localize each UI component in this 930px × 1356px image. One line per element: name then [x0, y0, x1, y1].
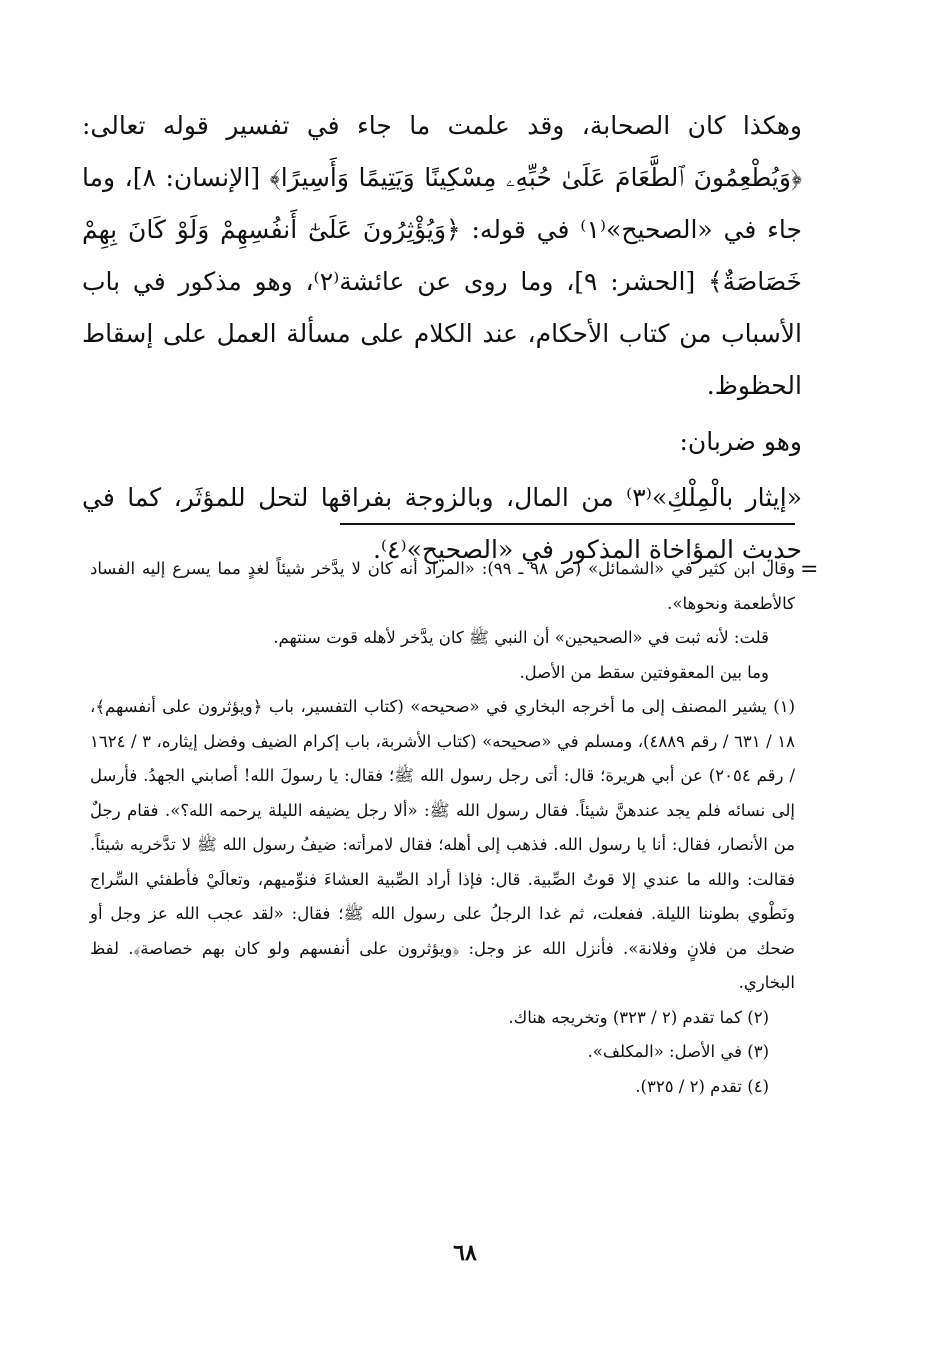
footnote-2: (٢) كما تقدم (٢ / ٣٢٣) وتخريجه هناك.: [508, 1007, 769, 1027]
footnote-3: (٣) في الأصل: «المكلف».: [587, 1042, 769, 1061]
page-number: ٦٨: [453, 1240, 477, 1266]
footnote-divider: [340, 523, 795, 525]
paragraph-2: وهو ضربان:: [679, 427, 802, 456]
footnotes: [90, 552, 795, 1104]
footnote-continuation-2: قلت: لأنه ثبت في «الصحيحين» أن النبي ﷺ كان يدَّخر لأهله قوت سنتهم.: [273, 628, 769, 647]
footnote-4: (٤) تقدم (٢ / ٣٢٥).: [635, 1076, 769, 1096]
footnote-continuation-3: وما بين المعقوفتين سقط من الأصل.: [519, 662, 769, 682]
footnote-continuation-1: وقال ابن كثير في «الشمائل» (ص ٩٨ ـ ٩٩): «المراد أنه كان لا يدَّخر شيئاً لغدٍ مما يسرع إليه الفساد كالأطعمة ونحوها».: [90, 559, 796, 613]
paragraph-1: وهكذا كان الصحابة، وقد علمت ما جاء في تفسير قوله تعالى: ﴿وَيُطْعِمُونَ ٱلطَّعَامَ عَلَىٰ حُبِّهِۦ مِسْكِينًا وَيَتِيمًا وَأَسِيرًا﴾ [الإنسان: ٨]، وما جاء في «الصحيح»⁽١⁾ في قوله: ﴿وَيُؤْثِرُونَ عَلَىٰٓ أَنفُسِهِمْ وَلَوْ كَانَ بِهِمْ خَصَاصَةٌ﴾ [الحشر: ٩]، وما روى عن عائشة⁽٢⁾، وهو مذكور في باب الأسباب من كتاب الأحكام، عند الكلام على مسألة العمل على إسقاط الحظوظ.: [82, 111, 803, 400]
footnote-continuation-mark: =: [800, 557, 819, 582]
main-text: [82, 100, 802, 576]
paragraph-3: «إيثار بالْمِلْكِ»⁽٣⁾ من المال، وبالزوجة بفراقها لتحل للمؤثَر، كما في حديث المؤاخاة المذكور في «الصحيح»⁽٤⁾.: [82, 483, 802, 564]
footnote-1: (١) يشير المصنف إلى ما أخرجه البخاري في «صحيحه» (كتاب التفسير، باب ﴿ويؤثرون على أنفسهم﴾، ١٨ / ٦٣١ / رقم ٤٨٨٩)، ومسلم في «صحيحه» (كتاب الأشربة، باب إكرام الضيف وفضل إيثاره، ٣ / ١٦٢٤ / رقم ٢٠٥٤) عن أبي هريرة؛ قال: أتى رجل رسول الله ﷺ؛ فقال: يا رسولَ الله! أصابني الجهدُ. فأرسل إلى نسائه فلم يجد عندهنَّ شيئاً. فقال رسول الله ﷺ: «ألا رجل يضيفه الليلة يرحمه الله؟». فقام رجلٌ من الأنصار، فقال: أنا يا رسول الله. فذهب إلى أهله؛ فقال لامرأته: ضيفُ رسول الله ﷺ لا تدَّخريه شيئاً. فقالت: والله ما عندي إلا قوتُ الصِّبية. قال: فإذا أراد الصِّبية العشاءَ فنوِّميهم، وتعالَيْ فأطفئي السِّراج ونَطْوي بطوننا الليلة. ففعلت، ثم غدا الرجلُ على رسول الله ﷺ؛ فقال: «لقد عجب الله عز وجل أو ضحك من فلانٍ وفلانة». فأنزل الله عز وجل: ﴿ويؤثرون على أنفسهم ولو كان بهم خصاصة﴾. لفظ البخاري.: [90, 697, 796, 992]
